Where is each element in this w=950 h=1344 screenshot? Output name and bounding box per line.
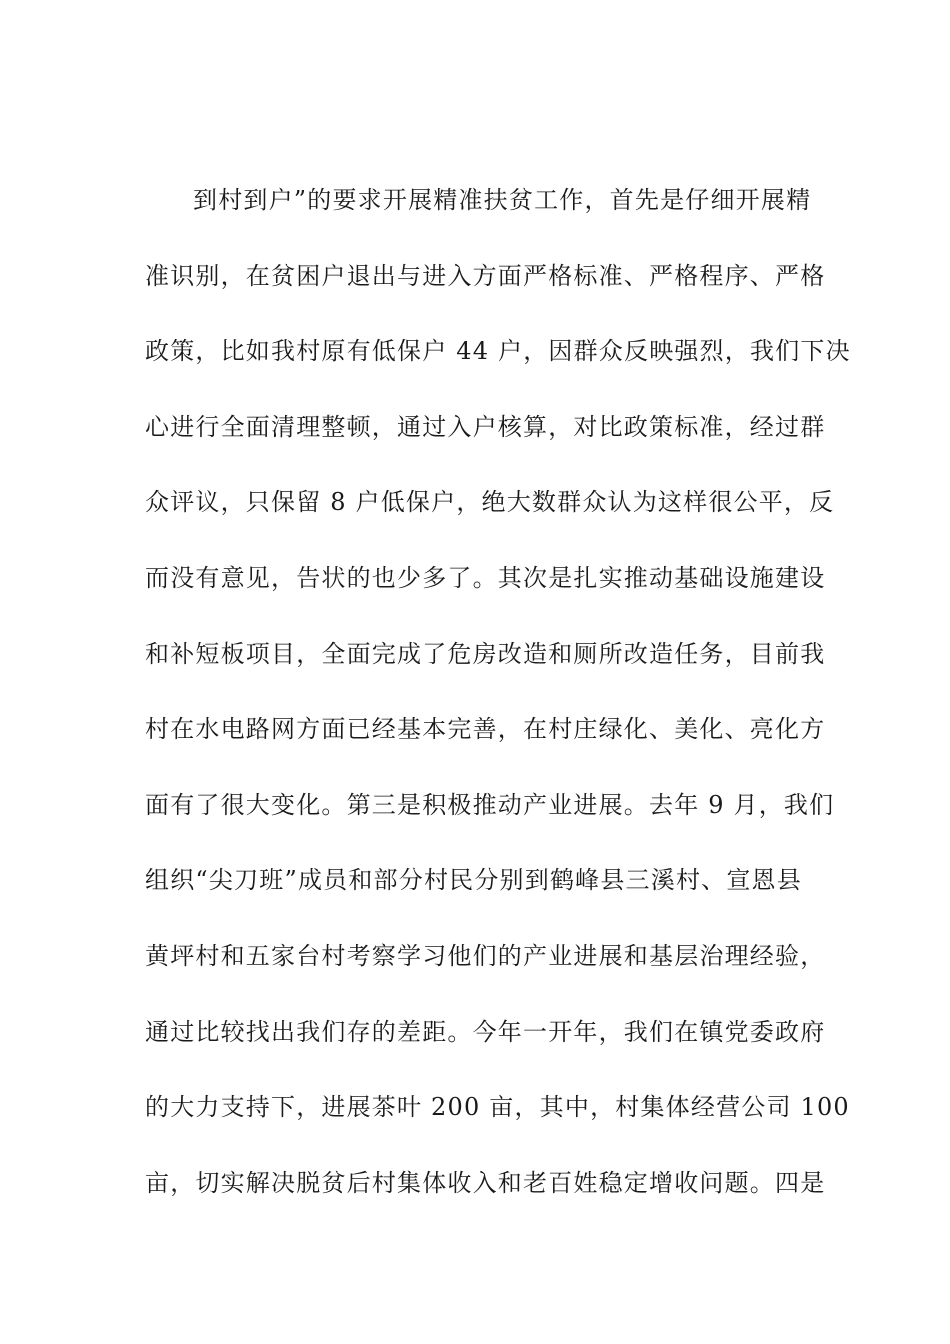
text-line: 亩，切实解决脱贫后村集体收入和老百姓稳定增收问题。四是 bbox=[145, 1168, 826, 1197]
text-line: 准识别，在贫困户退出与进入方面严格标准、严格程序、严格 bbox=[145, 261, 826, 290]
text-line: 面有了很大变化。第三是积极推动产业进展。去年 9 月，我们 bbox=[145, 790, 835, 819]
text-line: 组织“尖刀班”成员和部分村民分别到鹤峰县三溪村、宣恩县 bbox=[145, 866, 802, 895]
text-line: 众评议，只保留 8 户低保户，绝大数群众认为这样很公平，反 bbox=[145, 488, 835, 517]
text-line: 和补短板项目，全面完成了危房改造和厕所改造任务，目前我 bbox=[145, 639, 826, 668]
text-line: 的大力支持下，进展茶叶 200 亩，其中，村集体经营公司 100 bbox=[145, 1093, 850, 1122]
text-line: 而没有意见，告状的也少多了。其次是扎实推动基础设施建设 bbox=[145, 563, 826, 592]
text-line: 通过比较找出我们存的差距。今年一开年，我们在镇党委政府 bbox=[145, 1017, 826, 1046]
text-line: 黄坪村和五家台村考察学习他们的产业进展和基层治理经验， bbox=[145, 941, 826, 970]
text-line: 村在水电路网方面已经基本完善，在村庄绿化、美化、亮化方 bbox=[145, 715, 826, 744]
text-line: 政策，比如我村原有低保户 44 户，因群众反映强烈，我们下决 bbox=[145, 337, 851, 366]
text-line: 到村到户”的要求开展精准扶贫工作，首先是仔细开展精 bbox=[193, 186, 812, 214]
body-paragraph bbox=[145, 176, 851, 1234]
text-line: 心进行全面清理整顿，通过入户核算，对比政策标准，经过群 bbox=[145, 412, 826, 441]
